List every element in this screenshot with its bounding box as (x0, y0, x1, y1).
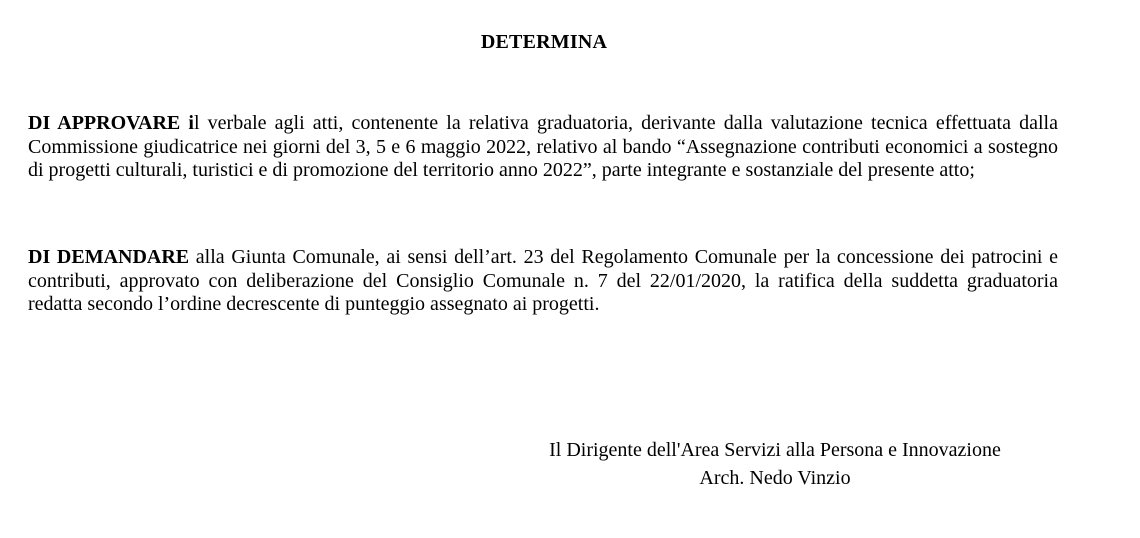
paragraph-approve-text: l verbale agli atti, contenente la relativa graduatoria, derivante dalla valutazione tecnica effettuata dalla Commissione giudicatrice nei giorni del 3, 5 e 6 maggio 2022, relativo al bando “Assegnazione contributi economici a sostegno di progetti culturali, turistici e di promozione del territorio anno 2022”, parte integrante e sostanziale del presente atto; (28, 112, 1058, 181)
paragraph-approve-lead: DI APPROVARE i (28, 112, 194, 134)
paragraph-approve (28, 112, 1058, 183)
paragraph-delegate (28, 246, 1058, 317)
section-heading: DETERMINA (480, 31, 608, 53)
signature-block (490, 436, 1060, 492)
paragraph-delegate-text: alla Giunta Comunale, ai sensi dell’art. 23 del Regolamento Comunale per la concessione dei patrocini e contributi, approvato con deliberazione del Consiglio Comunale n. 7 del 22/01/2020, la ratifica della suddetta graduatoria redatta secondo l’ordine decrescente di punteggio assegnato ai progetti. (28, 246, 1058, 315)
signature-role: Il Dirigente dell'Area Servizi alla Persona e Innovazione (549, 439, 1001, 461)
paragraph-delegate-lead: DI DEMANDARE (28, 246, 190, 268)
signature-name: Arch. Nedo Vinzio (699, 467, 851, 489)
